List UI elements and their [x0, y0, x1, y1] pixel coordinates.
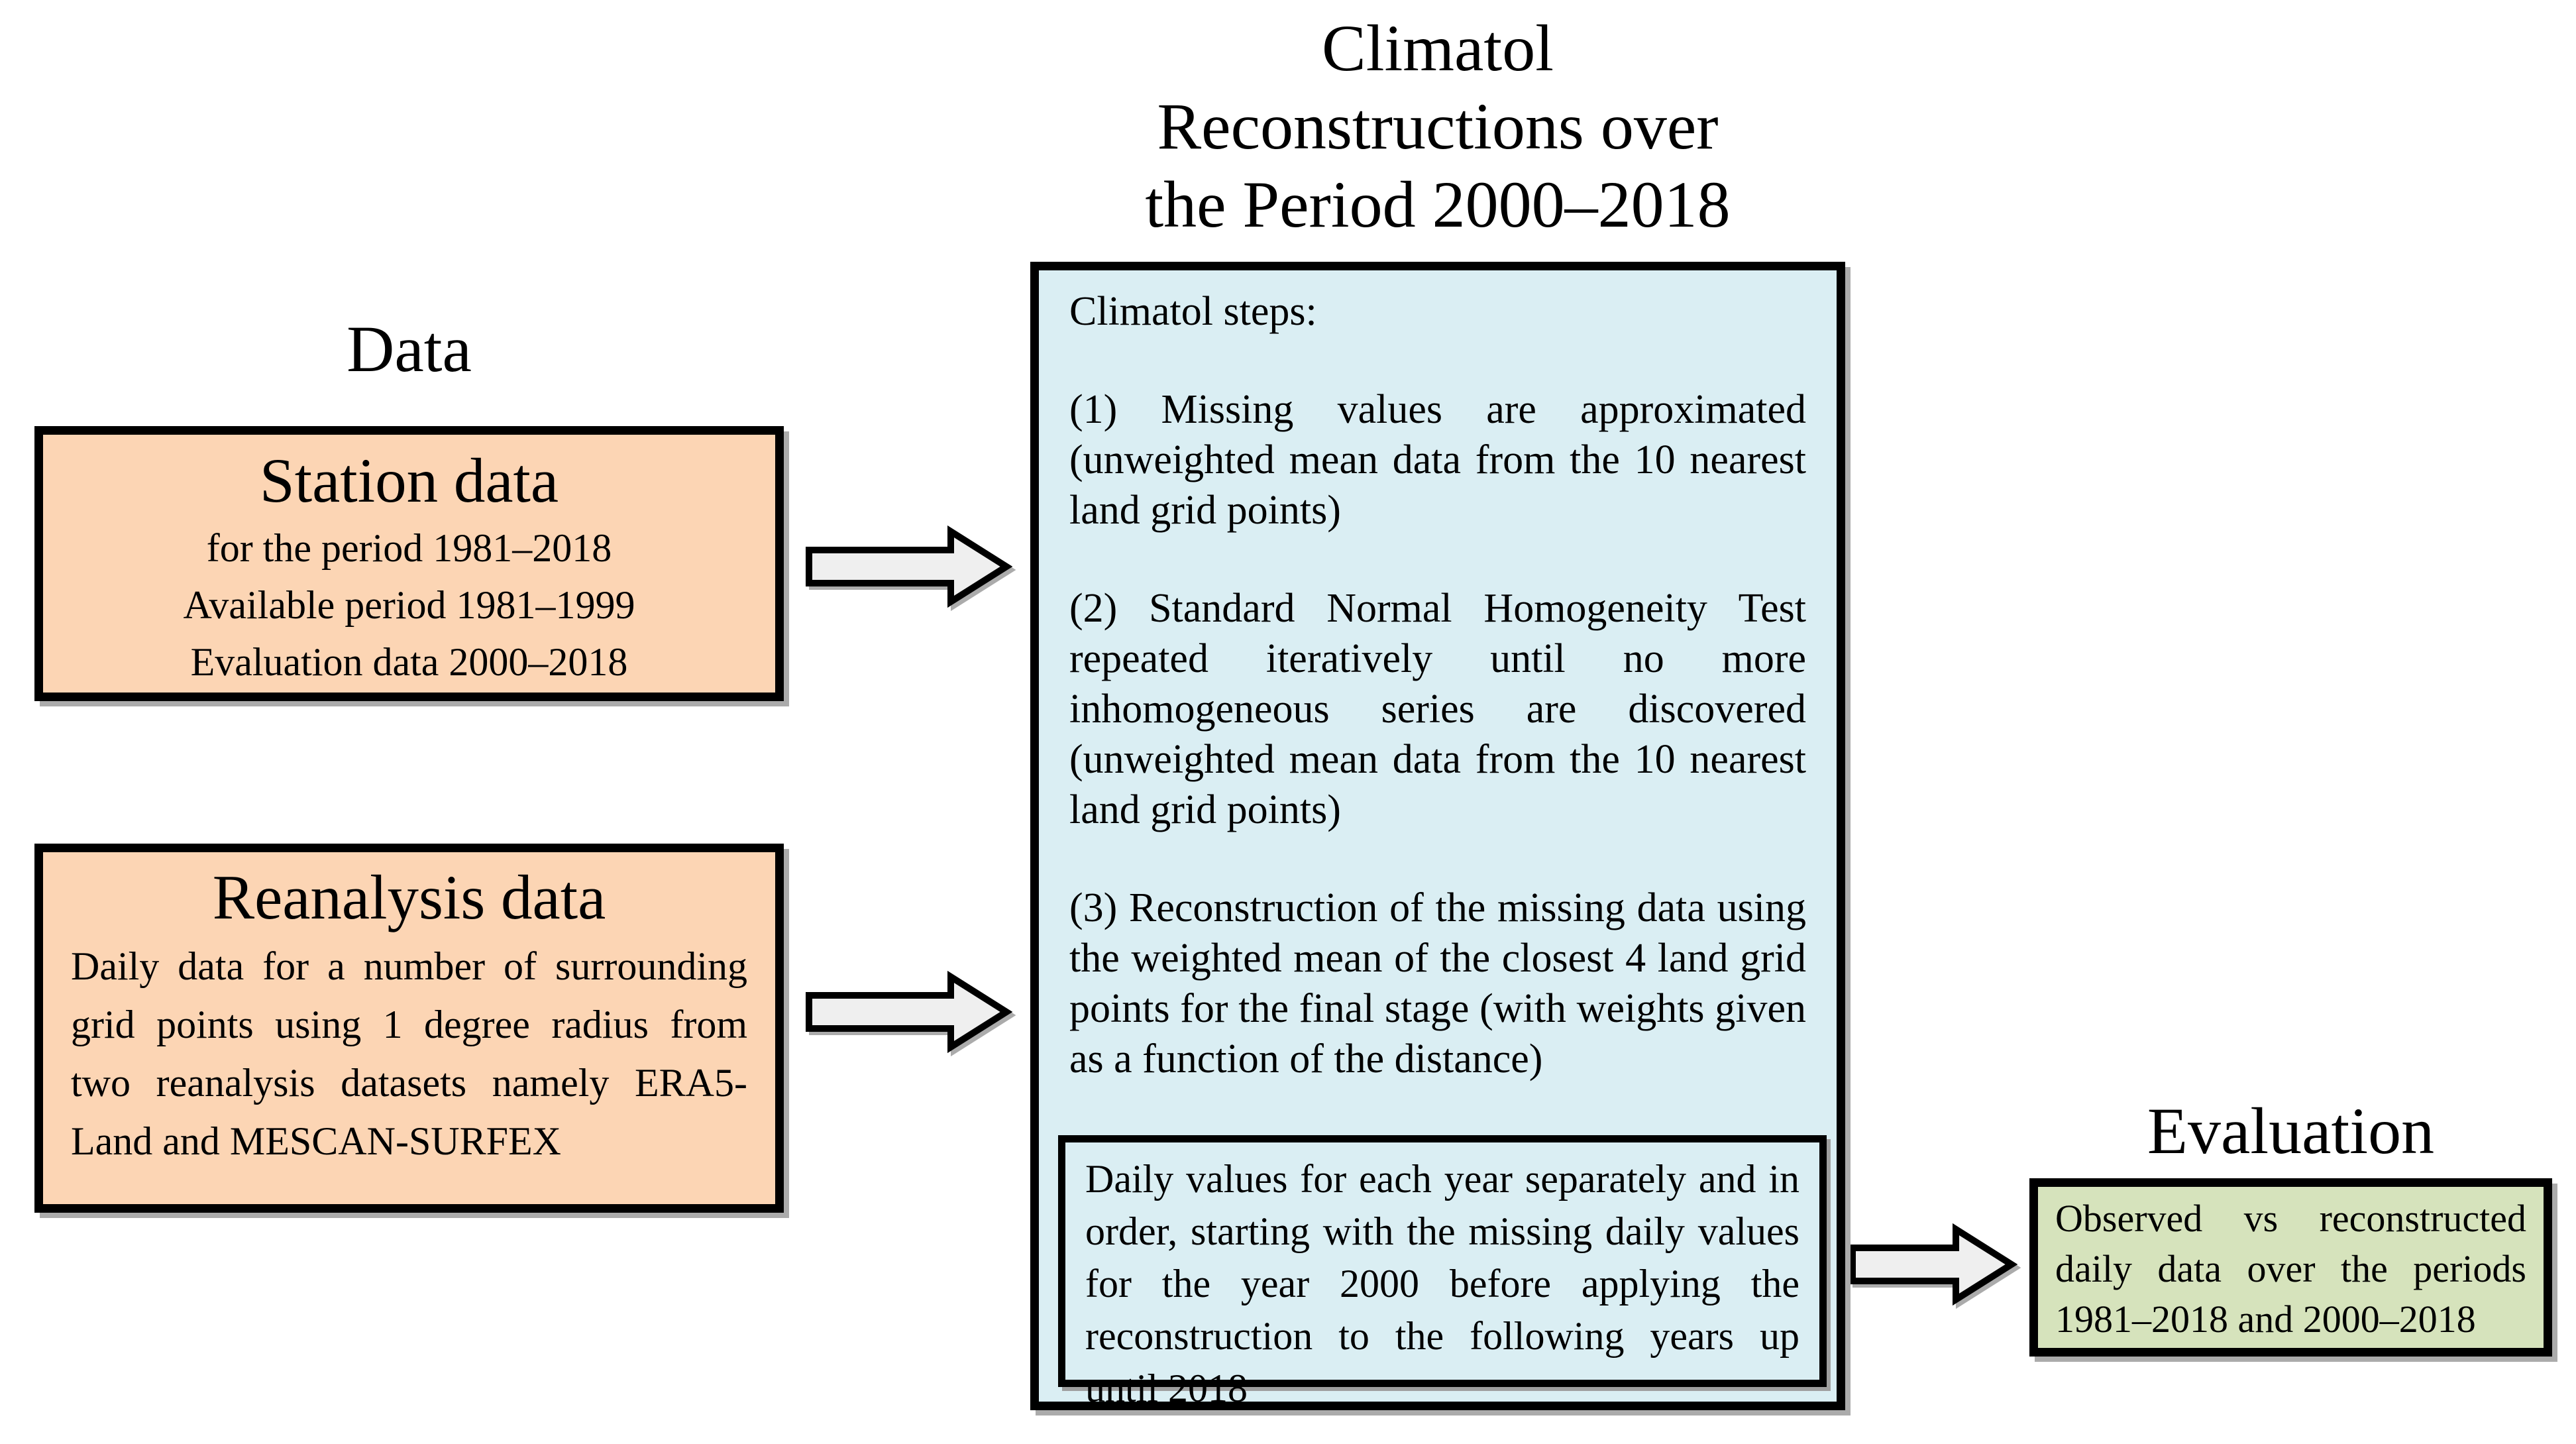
diagram-title — [1030, 9, 1845, 244]
flow-arrow-process-to-evaluation-icon — [1850, 1221, 2019, 1307]
station-data-box-line: Evaluation data 2000–2018 — [190, 640, 628, 684]
evaluation-section-heading: Evaluation — [2147, 1094, 2435, 1168]
climatol-steps-intro: Climatol steps: — [1069, 289, 1317, 334]
evaluation-box: Observed vs reconstructed daily data over the periods 1981–2018 and 2000–2018 — [2029, 1178, 2552, 1357]
diagram-title-line: Reconstructions over — [1157, 89, 1719, 163]
flow-arrow-station-to-process-icon — [804, 524, 1016, 610]
diagram-title-line: the Period 2000–2018 — [1145, 168, 1731, 241]
reanalysis-data-box-body: Daily data for a number of surrounding grid points using 1 degree radius from two reanalysis datasets namely ERA5-Land and MESCAN-SURFEX — [71, 944, 747, 1163]
station-data-box — [34, 426, 784, 701]
climatol-step-3: (3) Reconstruction of the missing data using the weighted mean of the closest 4 land grid points for the final stage (with weights given as a function of the distance) — [1069, 885, 1806, 1082]
reanalysis-data-box-title: Reanalysis data — [212, 862, 606, 932]
climatol-step-1: (1) Missing values are approximated (unweighted mean data from the 10 nearest land grid points) — [1069, 387, 1806, 533]
climatol-step-2: (2) Standard Normal Homogeneity Test repeated iteratively until no more inhomogeneous series are discovered (unweighted mean data from the 10 nearest land grid points) — [1069, 586, 1806, 832]
station-data-box-line: for the period 1981–2018 — [206, 526, 612, 570]
station-data-box-title: Station data — [259, 445, 559, 516]
diagram-title-line: Climatol — [1322, 11, 1554, 85]
data-section-heading: Data — [347, 312, 472, 386]
flow-arrow-reanalysis-to-process-icon — [804, 969, 1016, 1055]
daily-values-note-box: Daily values for each year separately and in order, starting with the missing daily values for the year 2000 before applying the reconstruction to the following years up until 2018 — [1058, 1135, 1827, 1387]
station-data-box-line: Available period 1981–1999 — [183, 583, 635, 627]
reanalysis-data-box — [34, 844, 784, 1213]
